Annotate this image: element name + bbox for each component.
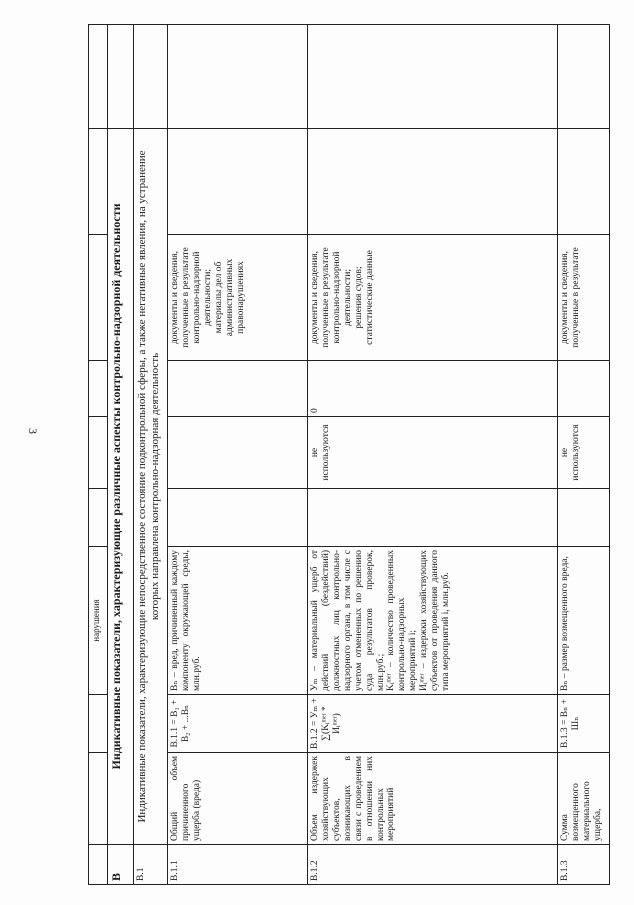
header-fragment: нарушения xyxy=(89,547,108,695)
page-number: 3 xyxy=(26,428,40,434)
section-letter: В xyxy=(108,845,134,885)
row-formula: В.1.1 = В₁ + В₂ + ...Вₙ xyxy=(168,695,308,753)
subsection-id: В.1 xyxy=(134,845,168,885)
row-target xyxy=(168,361,308,417)
row-name: Объем издержек хозяйствующих субъектов, возникающих в связи с проведением в отношении них контрольных мероприятий xyxy=(308,753,558,845)
indicators-table xyxy=(88,24,610,885)
section-row xyxy=(108,25,134,885)
subsection-row xyxy=(134,25,168,885)
row-description: Вₙ – размер возмещенного вреда, xyxy=(558,547,610,695)
row-source: документы и сведения, полученные в результате контрольно-надзорной деятельности; материалы дел об административных правонарушениях xyxy=(168,235,308,361)
row-target: 0 xyxy=(308,361,558,417)
table-row xyxy=(168,25,308,885)
table-header-fragment-row xyxy=(89,25,108,885)
row-formula: В.1.3 = Вₙ + Шₙ xyxy=(558,695,610,753)
row-usage: не используются xyxy=(308,417,558,489)
row-source: документы и сведения, полученные в результате xyxy=(558,235,610,361)
table-row xyxy=(308,25,558,885)
row-source: документы и сведения, полученные в результате контрольно-надзорной деятельности; решения судов; статистические данные xyxy=(308,235,558,361)
subsection-title: Индикативные показатели, характеризующие непосредственное состояние подконтрольной сферы, а также негативные явления, на устранение которых направлена контрольно-надзорная деятельность xyxy=(134,129,168,845)
row-description: Вₙ – вред, причиненный каждому компоненту окружающей среды, млн.руб. xyxy=(168,547,308,695)
row-name: Общий объем причиненного ущерба (вреда) xyxy=(168,753,308,845)
row-target xyxy=(558,361,610,417)
row-formula: В.1.2 = Уₘ + ∑(Kᵢᵐᵉʳ * Иᵢᵐᵉʳ) xyxy=(308,695,558,753)
row-id: В.1.1 xyxy=(168,845,308,885)
table-row xyxy=(558,25,610,885)
row-usage: не используются xyxy=(558,417,610,489)
row-description: Уₘ – материальный ущерб от действий (бездействий) должностных лиц контрольно-надзорного органа, в том числе с учетом отмененных по решению суда результатов проверок, млн.руб.; Kᵢᵐᵉʳ – количество проведенных контрольно-надзорных мероприятий i; Иᵢᵐᵉʳ – издержки хозяйствующих субъектов от проведения данного типа мероприятий i, млн.руб. xyxy=(308,547,558,695)
row-usage xyxy=(168,417,308,489)
row-id: В.1.3 xyxy=(558,845,610,885)
row-id: В.1.2 xyxy=(308,845,558,885)
row-name: Сумма возмещенного материального ущерба, xyxy=(558,753,610,845)
section-title: Индикативные показатели, характеризующие различные аспекты контрольно-надзорной деятельности xyxy=(108,129,134,845)
rotated-table-container xyxy=(88,25,610,885)
